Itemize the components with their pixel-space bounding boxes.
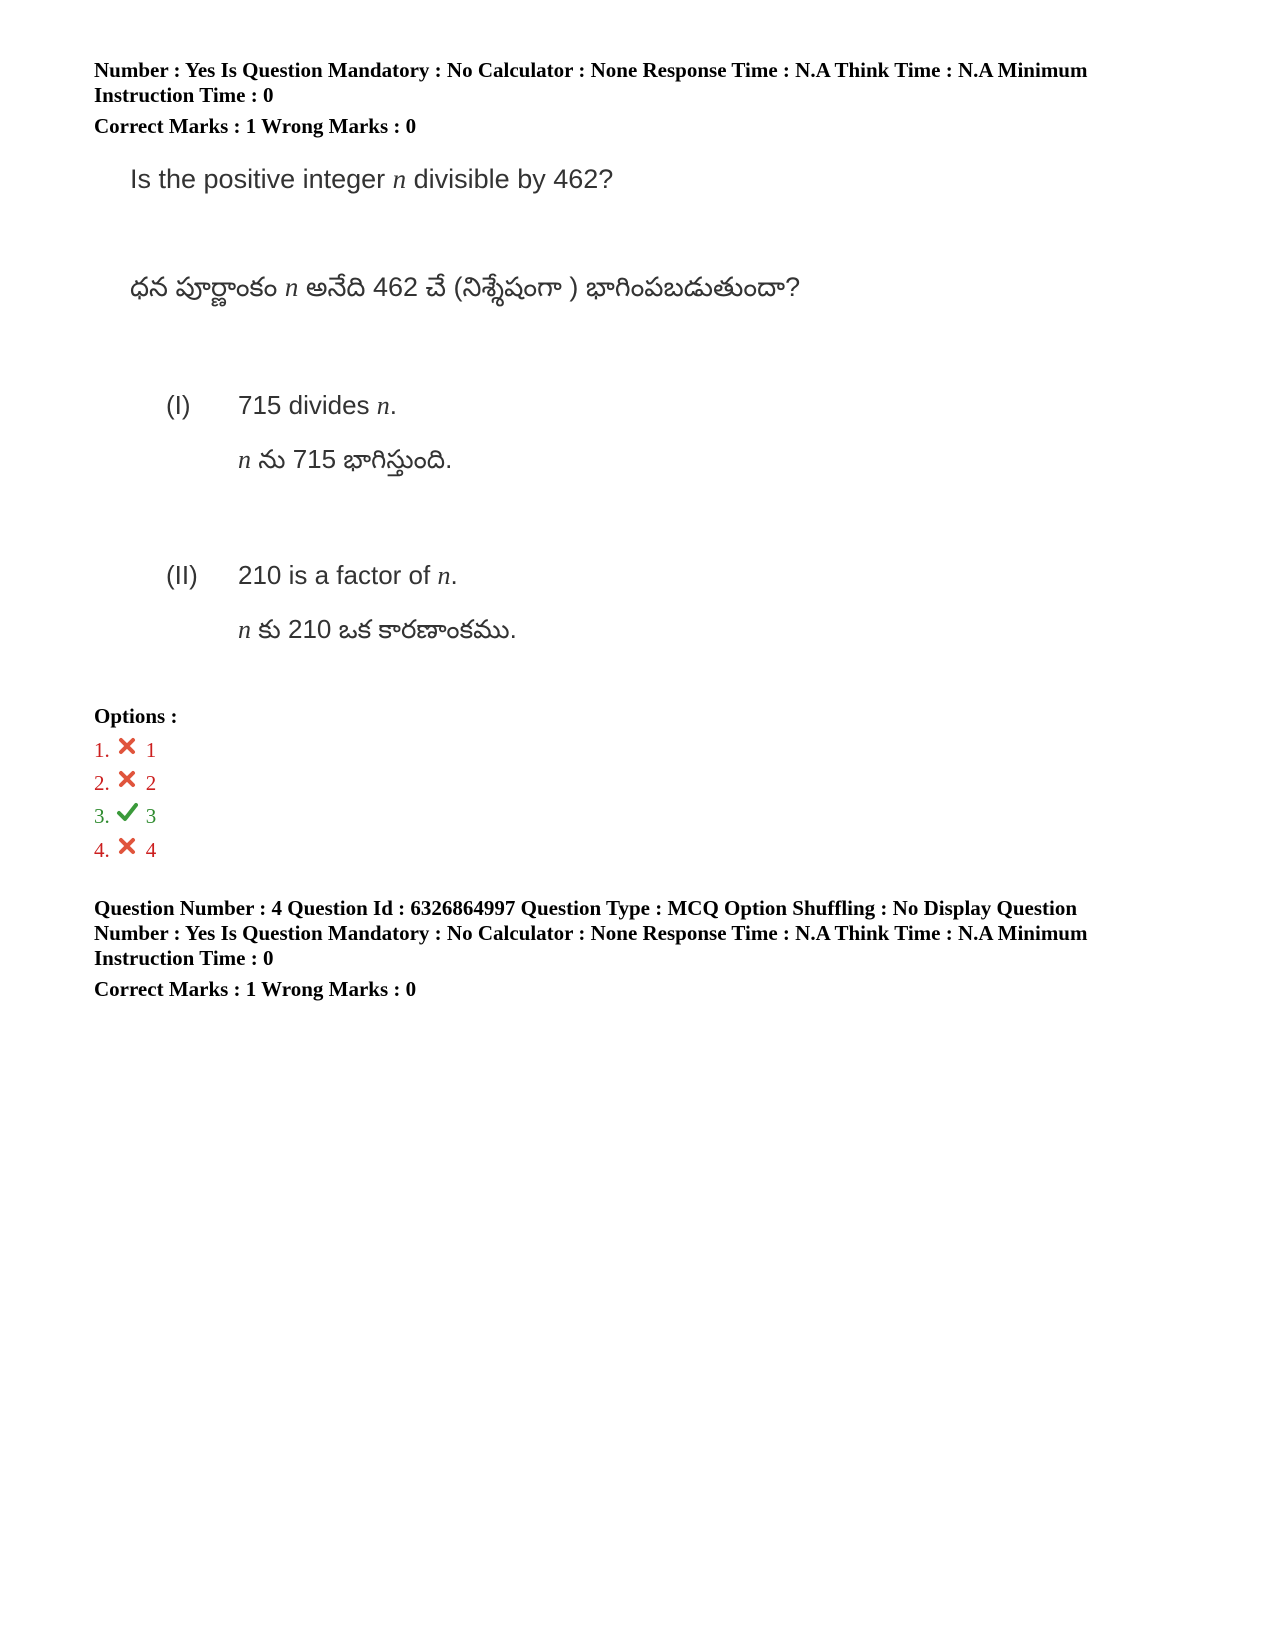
option-value: 2 [145,771,157,795]
question-content [94,150,974,670]
marks-line: Correct Marks : 1 Wrong Marks : 0 [94,977,417,1001]
option-index: 2. [94,771,110,795]
meta-line: Instruction Time : 0 [94,83,274,107]
option-index: 4. [94,838,110,862]
question-english [130,164,613,195]
meta-line: Question Number : 4 Question Id : 6326864997 Question Type : MCQ Option Shuffling : No Display Question [94,896,1078,920]
option-index: 3. [94,804,110,828]
variable-n: n [238,445,251,474]
question-meta-top [94,58,1194,108]
statement-text: . [389,390,397,420]
meta-line: Number : Yes Is Question Mandatory : No Calculator : None Response Time : N.A Think Time : N.A Minimum [94,921,1088,945]
option-index: 1. [94,738,110,762]
checkmark-icon [116,801,138,823]
statement-text: ను 715 భాగిస్తుంది. [251,444,453,474]
meta-line: Instruction Time : 0 [94,946,274,970]
variable-n: n [376,391,390,420]
cross-icon [116,835,138,857]
question-text: అనేది 462 చే (నిశ్శేషంగా ) భాగింపబడుతుందా? [298,272,801,302]
statement-text: 715 divides [238,390,377,420]
statement-telugu [238,614,517,651]
question-text: Is the positive integer [130,164,393,194]
option-3[interactable] [94,804,156,829]
question-meta-next [94,896,1194,971]
variable-n: n [238,615,251,644]
option-1[interactable] [94,738,156,763]
cross-icon [116,735,138,757]
variable-n: n [392,164,407,194]
statement-number: (I) [166,390,191,420]
statement-number: (II) [166,560,198,590]
cross-icon [116,768,138,790]
statement-english [238,560,458,591]
meta-line: Number : Yes Is Question Mandatory : No Calculator : None Response Time : N.A Think Time : N.A Minimum [94,58,1088,82]
variable-n: n [437,561,451,590]
option-value: 4 [145,838,157,862]
statement-text: 210 is a factor of [238,560,438,590]
statement-text: కు 210 ఒక కారణాంకము. [251,614,517,644]
marks-line: Correct Marks : 1 Wrong Marks : 0 [94,114,417,138]
option-4[interactable] [94,838,156,863]
statement-english [238,390,397,421]
option-value: 1 [145,738,157,762]
statement-telugu [238,444,452,481]
variable-n: n [284,272,299,302]
question-text: divisible by 462? [406,164,614,194]
option-value: 3 [145,804,157,828]
question-text: ధన పూర్ణాంకం [130,272,285,302]
options-label: Options : [94,704,178,728]
question-telugu [130,272,800,310]
statement-text: . [450,560,458,590]
option-2[interactable] [94,771,156,796]
